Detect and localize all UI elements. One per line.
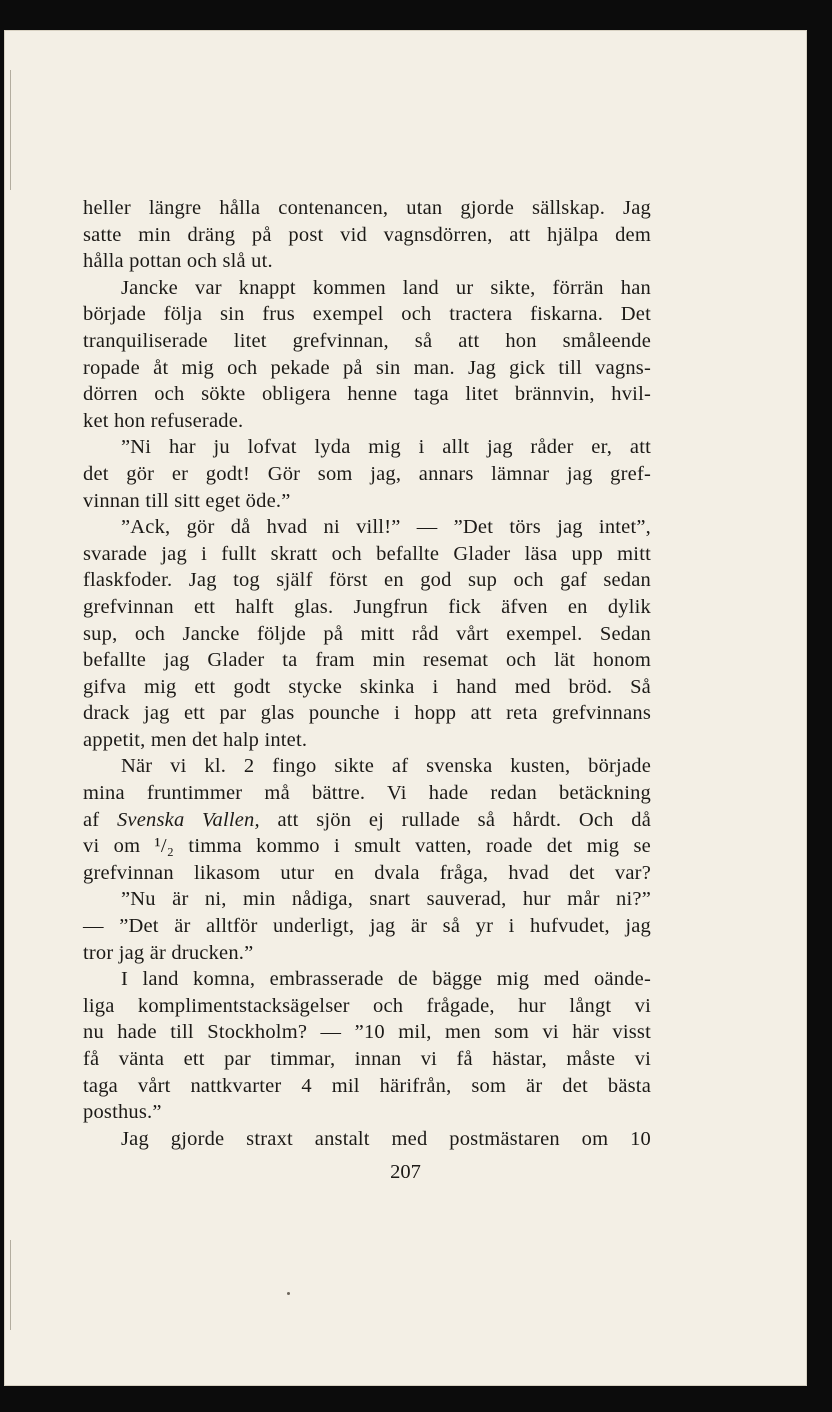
text-line: dörren och sökte obligera henne taga litet brännvin, hvil- [83,383,651,406]
text-line: I land komna, embrasserade de bägge mig med oände- [121,968,651,991]
text-line: började följa sin frus exempel och tractera fiskarna. Det [83,303,651,326]
italic-title: Svenska Vallen, [116,808,260,831]
book-page [4,30,807,1386]
text-line: Jancke var knappt kommen land ur sikte, förrän han [121,276,651,299]
text-line: drack jag ett par glas pounche i hopp att reta grefvinnans [83,702,651,725]
text-line: vinnan till sitt eget öde.” [83,489,291,512]
text-line: satte min dräng på post vid vagnsdörren, att hjälpa dem [83,223,651,246]
body-text [83,195,651,1152]
page-number: 207 [390,1161,421,1183]
text-line: — ”Det är alltför underligt, jag är så yr i hufvudet, jag [83,915,651,938]
text-line: taga vårt nattkvarter 4 mil härifrån, som är det bästa [83,1074,651,1097]
text-line: grefvinnan likasom utur en dvala fråga, hvad det var? [83,861,651,884]
text-line: sup, och Jancke följde på mitt råd vårt exempel. Sedan [83,622,651,645]
text-segment: timma kommo i smult vatten, roade det mig se [188,835,651,858]
text-line: ”Ni har ju lofvat lyda mig i allt jag råder er, att [121,436,651,459]
text-line: hålla pottan och slå ut. [83,250,273,273]
text-line: ket hon refuserade. [83,409,244,432]
text-line: liga komplimentstacksägelser och frågade, hur långt vi [83,994,651,1017]
text-line: appetit, men det halp intet. [83,728,308,751]
text-line: grefvinnan ett halft glas. Jungfrun fick äfven en dylik [83,595,651,618]
text-line: svarade jag i fullt skratt och befallte Glader läsa upp mitt [83,542,651,565]
text-line: tranquiliserade litet grefvinnan, så att hon småleende [83,329,651,352]
page-edge-mark [10,1240,11,1330]
text-line: ”Ack, gör då hvad ni vill!” — ”Det törs jag intet”, [121,516,651,539]
text-line: ”Nu är ni, min nådiga, snart sauverad, hur mår ni?” [121,888,651,911]
text-line: posthus.” [83,1101,162,1124]
paper-speck [287,1292,290,1295]
text-line: mina fruntimmer må bättre. Vi hade redan betäckning [83,782,651,805]
text-segment: af [83,808,100,831]
fraction: ¹/₂ [154,835,175,858]
text-line: flaskfoder. Jag tog själf först en god sup och gaf sedan [83,569,651,592]
text-line: När vi kl. 2 fingo sikte af svenska kusten, började [121,755,651,778]
text-line: få vänta ett par timmar, innan vi få hästar, måste vi [83,1048,651,1070]
text-segment: vi om [83,835,141,858]
text-line: det gör er godt! Gör som jag, annars lämnar jag gref- [83,462,651,485]
text-line: befallte jag Glader ta fram min resemat och lät honom [83,649,651,672]
text-line: nu hade till Stockholm? — ”10 mil, men som vi här visst [83,1021,651,1044]
text-line: ropade åt mig och pekade på sin man. Jag gick till vagns- [83,356,651,379]
text-line [83,807,651,834]
text-line: heller längre hålla contenancen, utan gjorde sällskap. Jag [83,197,651,219]
text-line: gifva mig ett godt stycke skinka i hand med bröd. Så [83,675,651,698]
text-line: tror jag är drucken.” [83,941,254,964]
text-line: Jag gjorde straxt anstalt med postmästaren om 10 [121,1127,651,1150]
text-segment: att sjön ej rullade så hårdt. Och då [277,808,652,831]
text-line [83,833,651,860]
page-edge-mark [10,70,11,190]
